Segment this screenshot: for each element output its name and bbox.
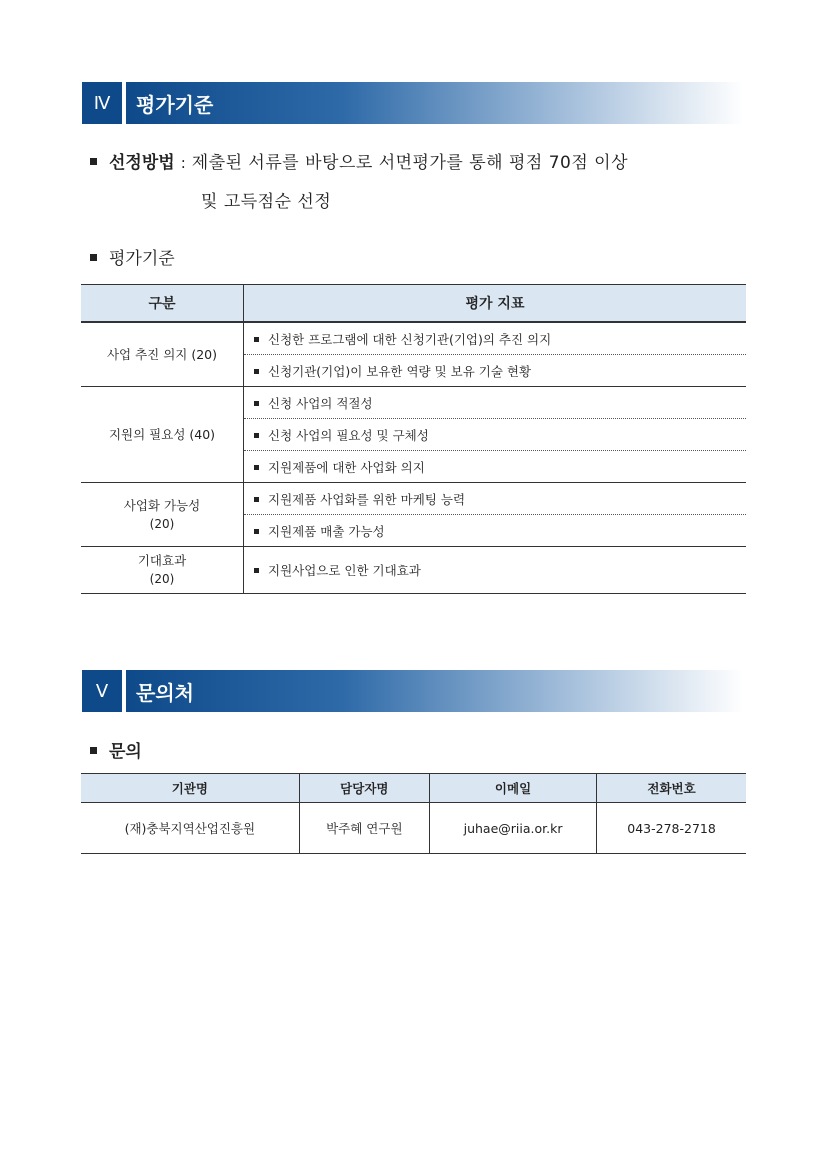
header-category: 구분 [81,285,244,323]
selection-method [90,148,628,173]
table-header-row [81,285,746,323]
section-title: 문의처 [126,670,744,712]
bullet-square-icon [254,568,259,573]
contact-table [81,773,746,854]
bullet-square-icon [254,369,259,374]
table-row [81,387,746,419]
selection-text-line1: 제출된 서류를 바탕으로 서면평가를 통해 평점 70점 이상 [191,153,629,173]
header-phone: 전화번호 [597,774,746,803]
indicator-cell [244,419,747,451]
category-line2: (20) [149,572,175,586]
org-name: (재)충북지역산업진흥원 [81,803,299,854]
category-cell: 사업 추진 의지 (20) [81,322,244,387]
bullet-square-icon [254,337,259,342]
indicator-text: 신청기관(기업)이 보유한 역량 및 보유 기술 현황 [268,363,532,379]
table-header-row [81,774,746,803]
table-row [81,803,746,854]
table-row [81,483,746,515]
inquiry-heading-text: 문의 [109,742,142,762]
bullet-square-icon [254,529,259,534]
category-line2: (20) [149,516,175,531]
header-org: 기관명 [81,774,299,803]
section-v-header [82,670,744,712]
indicator-text: 신청 사업의 적절성 [268,395,373,411]
category-line1: 사업화 가능성 [123,497,201,513]
selection-text-line2: 및 고득점순 선정 [201,192,332,212]
selection-method-line2 [201,187,331,212]
contact-person: 박주혜 연구원 [299,803,429,854]
indicator-text: 신청 사업의 필요성 및 구체성 [268,427,429,443]
indicator-cell [244,483,747,515]
indicator-text: 신청한 프로그램에 대한 신청기관(기업)의 추진 의지 [268,331,552,347]
email-link[interactable]: juhae@riia.or.kr [429,803,596,854]
indicator-cell [244,451,747,483]
category-cell: 지원의 필요성 (40) [81,387,244,483]
category-cell [81,483,244,547]
criteria-table [81,284,746,594]
bullet-square-icon [90,747,97,754]
bullet-square-icon [90,158,97,165]
indicator-cell [244,322,747,355]
header-contact-person: 담당자명 [299,774,429,803]
criteria-heading-text: 평가기준 [109,249,175,269]
indicator-text: 지원제품 사업화를 위한 마케팅 능력 [268,491,466,507]
indicator-cell [244,547,747,594]
table-row [81,322,746,355]
bullet-square-icon [254,401,259,406]
section-iv-header [82,82,744,124]
section-title: 평가기준 [126,82,744,124]
inquiry-heading [90,737,142,762]
bullet-square-icon [254,433,259,438]
indicator-cell [244,515,747,547]
indicator-cell [244,355,747,387]
section-number: Ⅴ [82,670,122,712]
selection-label: 선정방법 [109,153,175,173]
indicator-cell [244,387,747,419]
phone-number: 043-278-2718 [597,803,746,854]
indicator-text: 지원제품에 대한 사업화 의지 [268,459,425,475]
category-cell [81,547,244,594]
header-indicator: 평가 지표 [244,285,747,323]
bullet-square-icon [254,465,259,470]
bullet-square-icon [90,254,97,261]
bullet-square-icon [254,497,259,502]
selection-colon: : [180,154,186,172]
table-row [81,547,746,594]
header-email: 이메일 [429,774,596,803]
indicator-text: 지원제품 매출 가능성 [268,523,385,539]
criteria-heading [90,244,175,269]
indicator-text: 지원사업으로 인한 기대효과 [268,563,421,578]
section-number: Ⅳ [82,82,122,124]
category-line1: 기대효과 [137,553,187,568]
